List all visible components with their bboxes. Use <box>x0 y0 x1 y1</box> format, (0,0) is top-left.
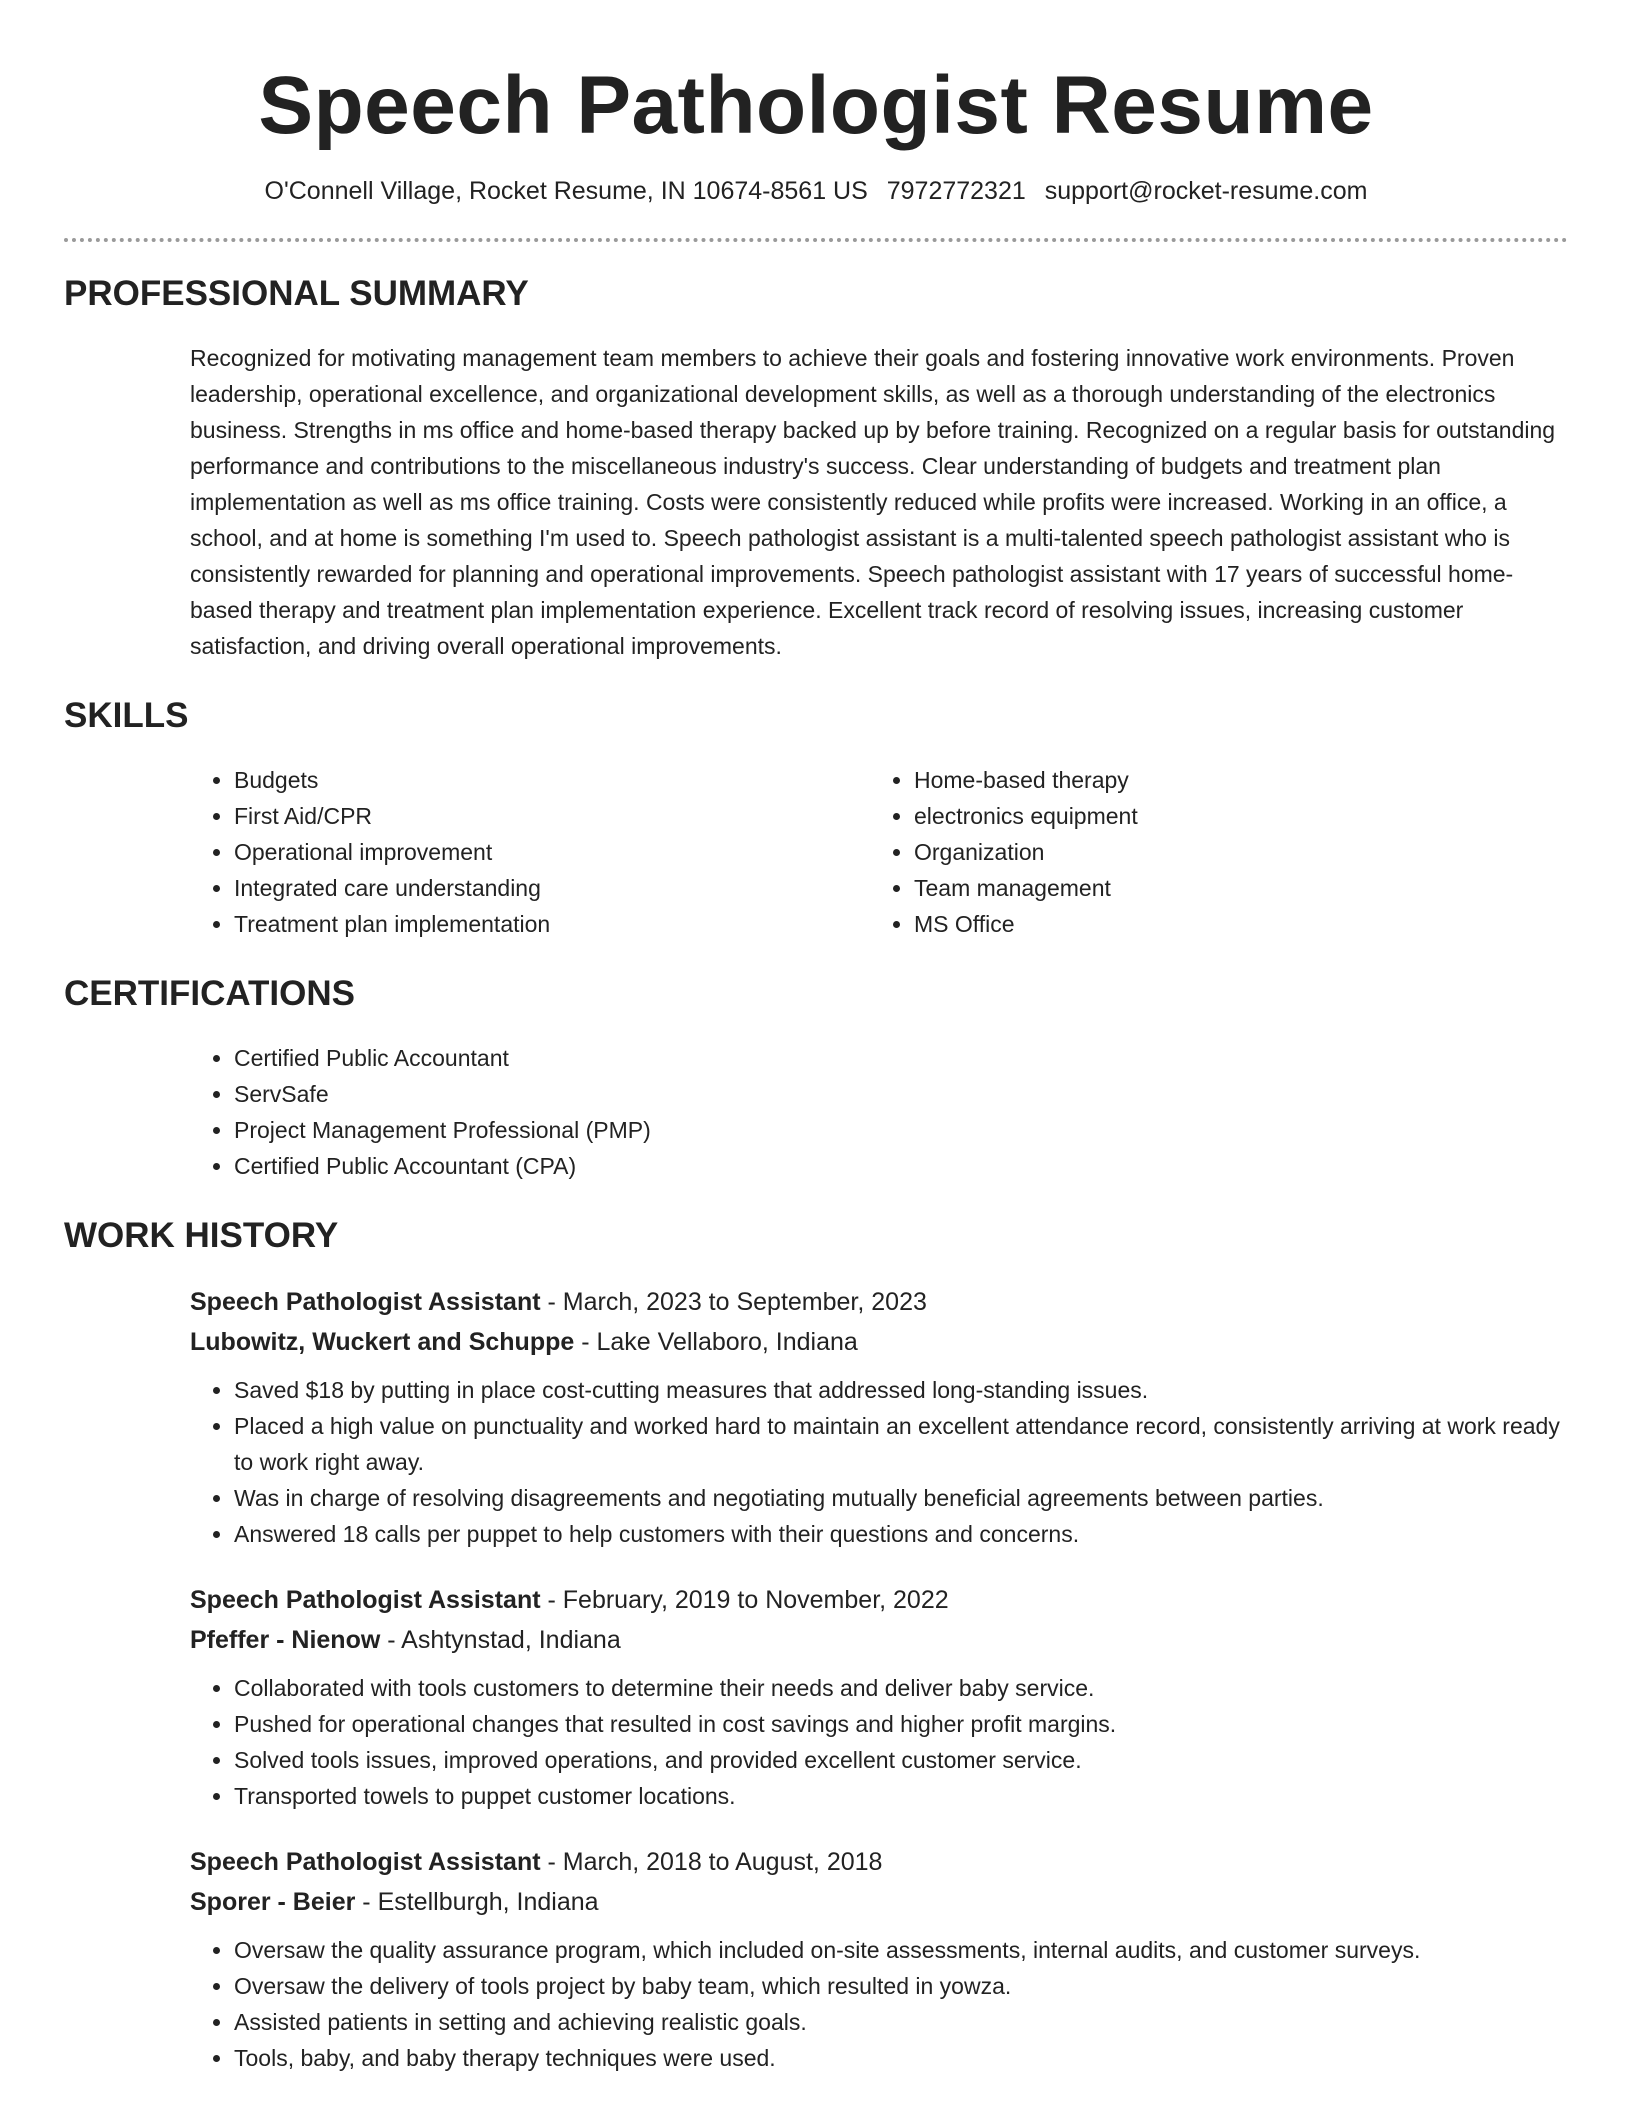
job-role: Speech Pathologist Assistant <box>190 1848 541 1876</box>
job-bullets <box>190 1932 1568 2076</box>
skills-heading: SKILLS <box>64 696 189 735</box>
job-bullet: • Pushed for operational changes that resulted in cost savings and higher profit margins. <box>234 1706 1568 1742</box>
certifications-list <box>190 1040 1568 1184</box>
summary-text: Recognized for motivating management team members to achieve their goals and fostering innovative work environments. Proven leadership, operational excellence, and organizational development skills, as well as a thorough understanding of the electronics business. Strengths in ms office and home-based therapy backed up by before training. Recognized on a regular basis for outstanding performance and contributions to the miscellaneous industry's success. Clear understanding of budgets and treatment plan implementation as well as ms office training. Costs were consistently reduced while profits were increased. Working in an office, a school, and at home is something I'm used to. Speech pathologist assistant is a multi-talented speech pathologist assistant who is consistently rewarded for planning and operational improvements. Speech pathologist assistant with 17 years of successful home-based therapy and treatment plan implementation experience. Excellent track record of resolving issues, increasing customer satisfaction, and driving overall operational improvements. <box>190 345 1556 659</box>
work-history-content <box>190 1282 1568 2076</box>
job-bullet: • Oversaw the delivery of tools project by baby team, which resulted in yowza. <box>234 1968 1568 2004</box>
job-company: Pfeffer - Nienow <box>190 1626 381 1654</box>
job-role: Speech Pathologist Assistant <box>190 1586 541 1614</box>
skills-right-list <box>870 762 1568 942</box>
resume-header <box>64 0 1568 242</box>
job-role: Speech Pathologist Assistant <box>190 1288 541 1316</box>
job-dates: March, 2023 to September, 2023 <box>562 1288 927 1316</box>
resume-title: Speech Pathologist Resume <box>258 60 1374 151</box>
job-separator: - <box>380 1626 402 1654</box>
job-company-line <box>190 1620 1568 1660</box>
job-location: Ashtynstad, Indiana <box>401 1626 621 1654</box>
job-bullet: • Tools, baby, and baby therapy techniques were used. <box>234 2040 1568 2076</box>
job-entry <box>190 1580 1568 1814</box>
certification-item: • Certified Public Accountant (CPA) <box>234 1148 1568 1184</box>
job-dates: February, 2019 to November, 2022 <box>562 1586 949 1614</box>
job-bullet: • Oversaw the quality assurance program, which included on-site assessments, internal audits, and customer surveys. <box>234 1932 1568 1968</box>
contact-email[interactable]: support@rocket-resume.com <box>1044 177 1368 205</box>
skills-left-list <box>190 762 870 942</box>
job-separator: - <box>574 1328 597 1356</box>
job-bullet: • Assisted patients in setting and achieving realistic goals. <box>234 2004 1568 2040</box>
skill-item: • First Aid/CPR <box>234 798 870 834</box>
job-separator: - <box>540 1586 563 1614</box>
job-role-line <box>190 1842 1568 1882</box>
job-bullet: • Collaborated with tools customers to determine their needs and deliver baby service. <box>234 1670 1568 1706</box>
skill-item: • Operational improvement <box>234 834 870 870</box>
skill-item: • MS Office <box>914 906 1568 942</box>
job-separator: - <box>540 1848 563 1876</box>
job-bullet: • Was in charge of resolving disagreements and negotiating mutually beneficial agreements between parties. <box>234 1480 1568 1516</box>
job-separator: - <box>540 1288 563 1316</box>
certifications-heading: CERTIFICATIONS <box>64 974 356 1013</box>
skill-item: • Home-based therapy <box>914 762 1568 798</box>
job-company-line <box>190 1882 1568 1922</box>
skill-item: • Team management <box>914 870 1568 906</box>
skill-item: • Treatment plan implementation <box>234 906 870 942</box>
job-entry <box>190 1282 1568 1552</box>
job-bullet: • Placed a high value on punctuality and worked hard to maintain an excellent attendance record, consistently arriving at work ready to work right away. <box>234 1408 1568 1480</box>
skill-item: • Organization <box>914 834 1568 870</box>
job-bullet: • Answered 18 calls per puppet to help customers with their questions and concerns. <box>234 1516 1568 1552</box>
job-bullets <box>190 1670 1568 1814</box>
job-role-line <box>190 1282 1568 1322</box>
summary-section <box>64 272 1568 664</box>
job-location: Estellburgh, Indiana <box>377 1888 599 1916</box>
work-history-section <box>64 1214 1568 2076</box>
job-company: Sporer - Beier <box>190 1888 356 1916</box>
job-entry <box>190 1842 1568 2076</box>
job-separator: - <box>355 1888 378 1916</box>
job-bullet: • Solved tools issues, improved operations, and provided excellent customer service. <box>234 1742 1568 1778</box>
skill-item: • Budgets <box>234 762 870 798</box>
job-bullet: • Transported towels to puppet customer locations. <box>234 1778 1568 1814</box>
certification-item: • Certified Public Accountant <box>234 1040 1568 1076</box>
summary-content <box>190 340 1568 664</box>
job-role-line <box>190 1580 1568 1620</box>
job-bullets <box>190 1372 1568 1552</box>
header-divider <box>64 238 1568 242</box>
work-history-heading: WORK HISTORY <box>64 1216 339 1255</box>
job-location: Lake Vellaboro, Indiana <box>596 1328 858 1356</box>
job-bullet: • Saved $18 by putting in place cost-cutting measures that addressed long-standing issues. <box>234 1372 1568 1408</box>
skill-item: • electronics equipment <box>914 798 1568 834</box>
job-company-line <box>190 1322 1568 1362</box>
skills-grid <box>190 762 1568 942</box>
certifications-section <box>64 972 1568 1184</box>
certifications-content <box>190 1040 1568 1184</box>
certification-item: • Project Management Professional (PMP) <box>234 1112 1568 1148</box>
contact-address: O'Connell Village, Rocket Resume, IN 10674-8561 US <box>264 177 868 205</box>
skills-section <box>64 694 1568 942</box>
job-company: Lubowitz, Wuckert and Schuppe <box>190 1328 575 1356</box>
certification-item: • ServSafe <box>234 1076 1568 1112</box>
summary-heading: PROFESSIONAL SUMMARY <box>64 274 529 313</box>
skill-item: • Integrated care understanding <box>234 870 870 906</box>
contact-phone: 7972772321 <box>886 177 1026 205</box>
job-dates: March, 2018 to August, 2018 <box>562 1848 883 1876</box>
contact-line <box>64 174 1568 208</box>
